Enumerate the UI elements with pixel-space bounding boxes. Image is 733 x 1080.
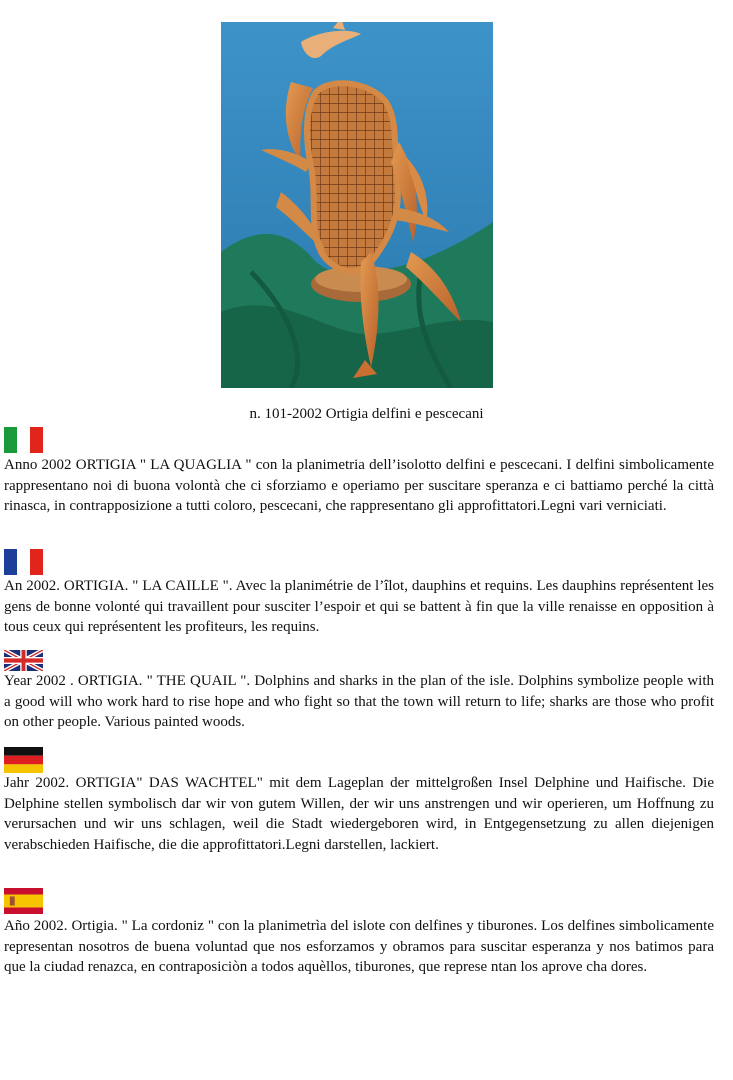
artwork-caption: n. 101-2002 Ortigia delfini e pescecani (249, 406, 484, 422)
germany-flag-icon (4, 747, 43, 773)
artwork-photo (221, 22, 493, 388)
sculpture-illustration (221, 22, 493, 388)
german-description: Jahr 2002. ORTIGIA" DAS WACHTEL" mit dem Lageplan der mittelgroßen Insel Delphine und Haifische. Die Delphine stellen symbolisch dar wir von gutem Willen, der wir uns anstrengen und wir operieren, um Hoffnung zu verursachen und wir uns schlagen, weil die Stadt wiedergeboren wird, in Entgegensetzung zu allen diejenigen verabschieden Haifische, die die approfittatori.Legni darstellen, lackiert. (4, 775, 714, 853)
france-flag-icon (4, 549, 43, 575)
uk-flag-icon (4, 650, 43, 671)
spanish-description: Año 2002. Ortigia. " La cordoniz " con la planimetrìa del islote con delfines y tiburones. Los delfines simbolicamente representan nosotros de buena voluntad que nos esforzamos y obramos para suscitar esperanza y nos batimos para que la ciudad renazca, en contraposiciòn a todos aquèllos, tiburones, que represe ntan los aprove cha dores. (4, 918, 714, 975)
italian-description: Anno 2002 ORTIGIA " LA QUAGLIA " con la planimetria dell’isolotto delfini e pescecani. I delfini simbolicamente rappresentano noi di buona volontà che ci sforziamo e operiamo per suscitare speranza e ci battiamo perché la città rinasca, in contrapposizione a tutti coloro, pescecani, che rappresentano gli approfittatori.Legni vari verniciati. (4, 457, 714, 514)
english-description: Year 2002 . ORTIGIA. " THE QUAIL ". Dolphins and sharks in the plan of the isle. Dolphins symbolize people with a good will who work hard to rise hope and who fight so that the town will return to life; sharks are those who profit on other people. Various painted woods. (4, 673, 714, 730)
italy-flag-icon (4, 427, 43, 453)
french-description: An 2002. ORTIGIA. " LA CAILLE ". Avec la planimétrie de l’îlot, dauphins et requins. Les dauphins représentent les gens de bonne volonté qui travaillent pour susciter l’espoir et qui se battent à fin que la ville renaisse en opposition à tous ceux qui représentent les profiteurs, les requins. (4, 578, 714, 635)
spain-flag-icon (4, 888, 43, 914)
